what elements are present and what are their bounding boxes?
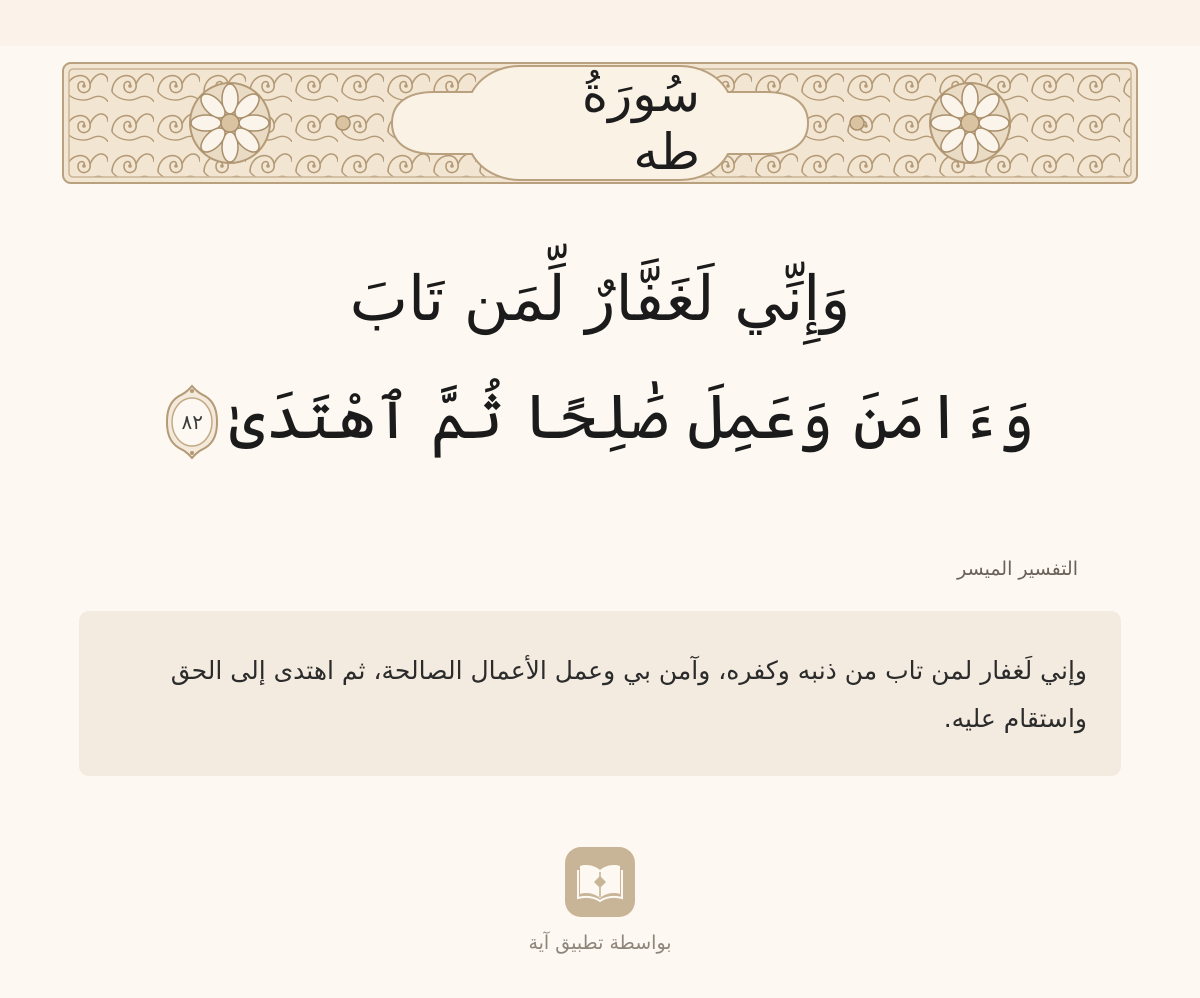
tafsir-text: وإني لَغفار لمن تاب من ذنبه وكفره، وآمن بي وعمل الأعمال الصالحة، ثم اهتدى إلى الحق واستقام عليه.: [170, 656, 1087, 733]
surah-banner: [62, 62, 1138, 184]
verse-line-2-text: وَءَامَنَ وَعَمِلَ صَٰلِحًا ثُمَّ ٱهْتَدَىٰ: [229, 380, 1035, 453]
right-rosette-icon: [930, 83, 1010, 163]
credit-text[interactable]: بواسطة تطبيق آية: [528, 932, 672, 954]
tafsir-box: [79, 611, 1121, 776]
app-logo[interactable]: [565, 847, 635, 917]
ayah-number: ٨٢: [181, 409, 204, 434]
verse-line-2: [150, 358, 1050, 476]
verse-line-1: وَإِنِّي لَغَفَّارٌ لِّمَن تَابَ: [349, 262, 851, 335]
left-rosette-icon: [190, 83, 270, 163]
verse-text: [150, 240, 1050, 480]
open-book-icon: [577, 862, 623, 902]
ayah-marker: [165, 384, 219, 460]
tafsir-label: التفسير الميسر: [957, 558, 1078, 580]
top-strip: [0, 0, 1200, 46]
surah-title: سُورَةُ طه: [581, 65, 700, 181]
